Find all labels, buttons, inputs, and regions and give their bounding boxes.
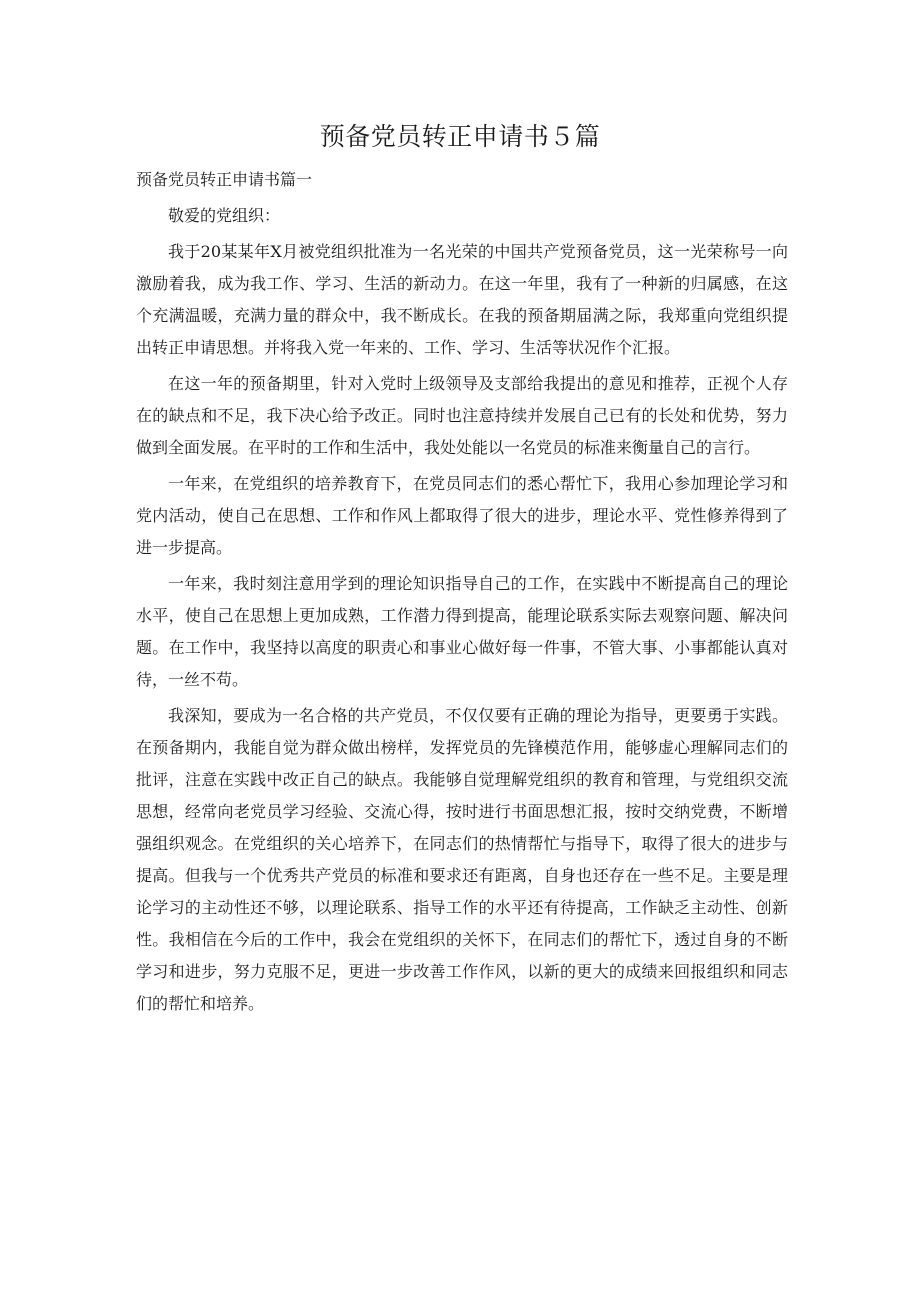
document-body (136, 164, 788, 1020)
document-title: 预备党员转正申请书５篇 (319, 122, 601, 151)
paragraph-2: 在这一年的预备期里，针对入党时上级领导及支部给我提出的意见和推荐，正视个人存在的缺点和不足，我下决心给予改正。同时也注意持续并发展自己已有的长处和优势，努力做到全面发展。在平时的工作和生活中，我处处能以一名党员的标准来衡量自己的言行。 (136, 374, 788, 457)
paragraph-5: 我深知，要成为一名合格的共产党员，不仅仅要有正确的理论为指导，更要勇于实践。在预备期内，我能自觉为群众做出榜样，发挥党员的先锋模范作用，能够虚心理解同志们的批评，注意在实践中改正自己的缺点。我能够自觉理解党组织的教育和管理，与党组织交流思想，经常向老党员学习经验、交流心得，按时进行书面思想汇报，按时交纳党费，不断增强组织观念。在党组织的关心培养下，在同志们的热情帮忙与指导下，取得了很大的进步与提高。但我与一个优秀共产党员的标准和要求还有距离，自身也还存在一些不足。主要是理论学习的主动性还不够，以理论联系、指导工作的水平还有待提高，工作缺乏主动性、创新性。我相信在今后的工作中，我会在党组织的关怀下，在同志们的帮忙下，透过自身的不断学习和进步，努力克服不足，更进一步改善工作作风，以新的更大的成绩来回报组织和同志们的帮忙和培养。 (136, 706, 788, 1013)
section-subtitle: 预备党员转正申请书篇一 (136, 170, 313, 189)
paragraph-3: 一年来，在党组织的培养教育下，在党员同志们的悉心帮忙下，我用心参加理论学习和党内活动，使自己在思想、工作和作风上都取得了很大的进步，理论水平、党性修养得到了进一步提高。 (136, 474, 788, 557)
salutation: 敬爱的党组织： (168, 206, 281, 225)
paragraph-1: 我于20某某年X月被党组织批准为一名光荣的中国共产党预备党员，这一光荣称号一向激励着我，成为我工作、学习、生活的新动力。在这一年里，我有了一种新的归属感，在这个充满温暖，充满力量的群众中，我不断成长。在我的预备期届满之际，我郑重向党组织提出转正申请思想。并将我入党一年来的、工作、学习、生活等状况作个汇报。 (136, 242, 788, 357)
paragraph-4: 一年来，我时刻注意用学到的理论知识指导自己的工作，在实践中不断提高自己的理论水平，使自己在思想上更加成熟，工作潜力得到提高，能理论联系实际去观察问题、解决问题。在工作中，我坚持以高度的职责心和事业心做好每一件事，不管大事、小事都能认真对待，一丝不苟。 (136, 574, 788, 689)
